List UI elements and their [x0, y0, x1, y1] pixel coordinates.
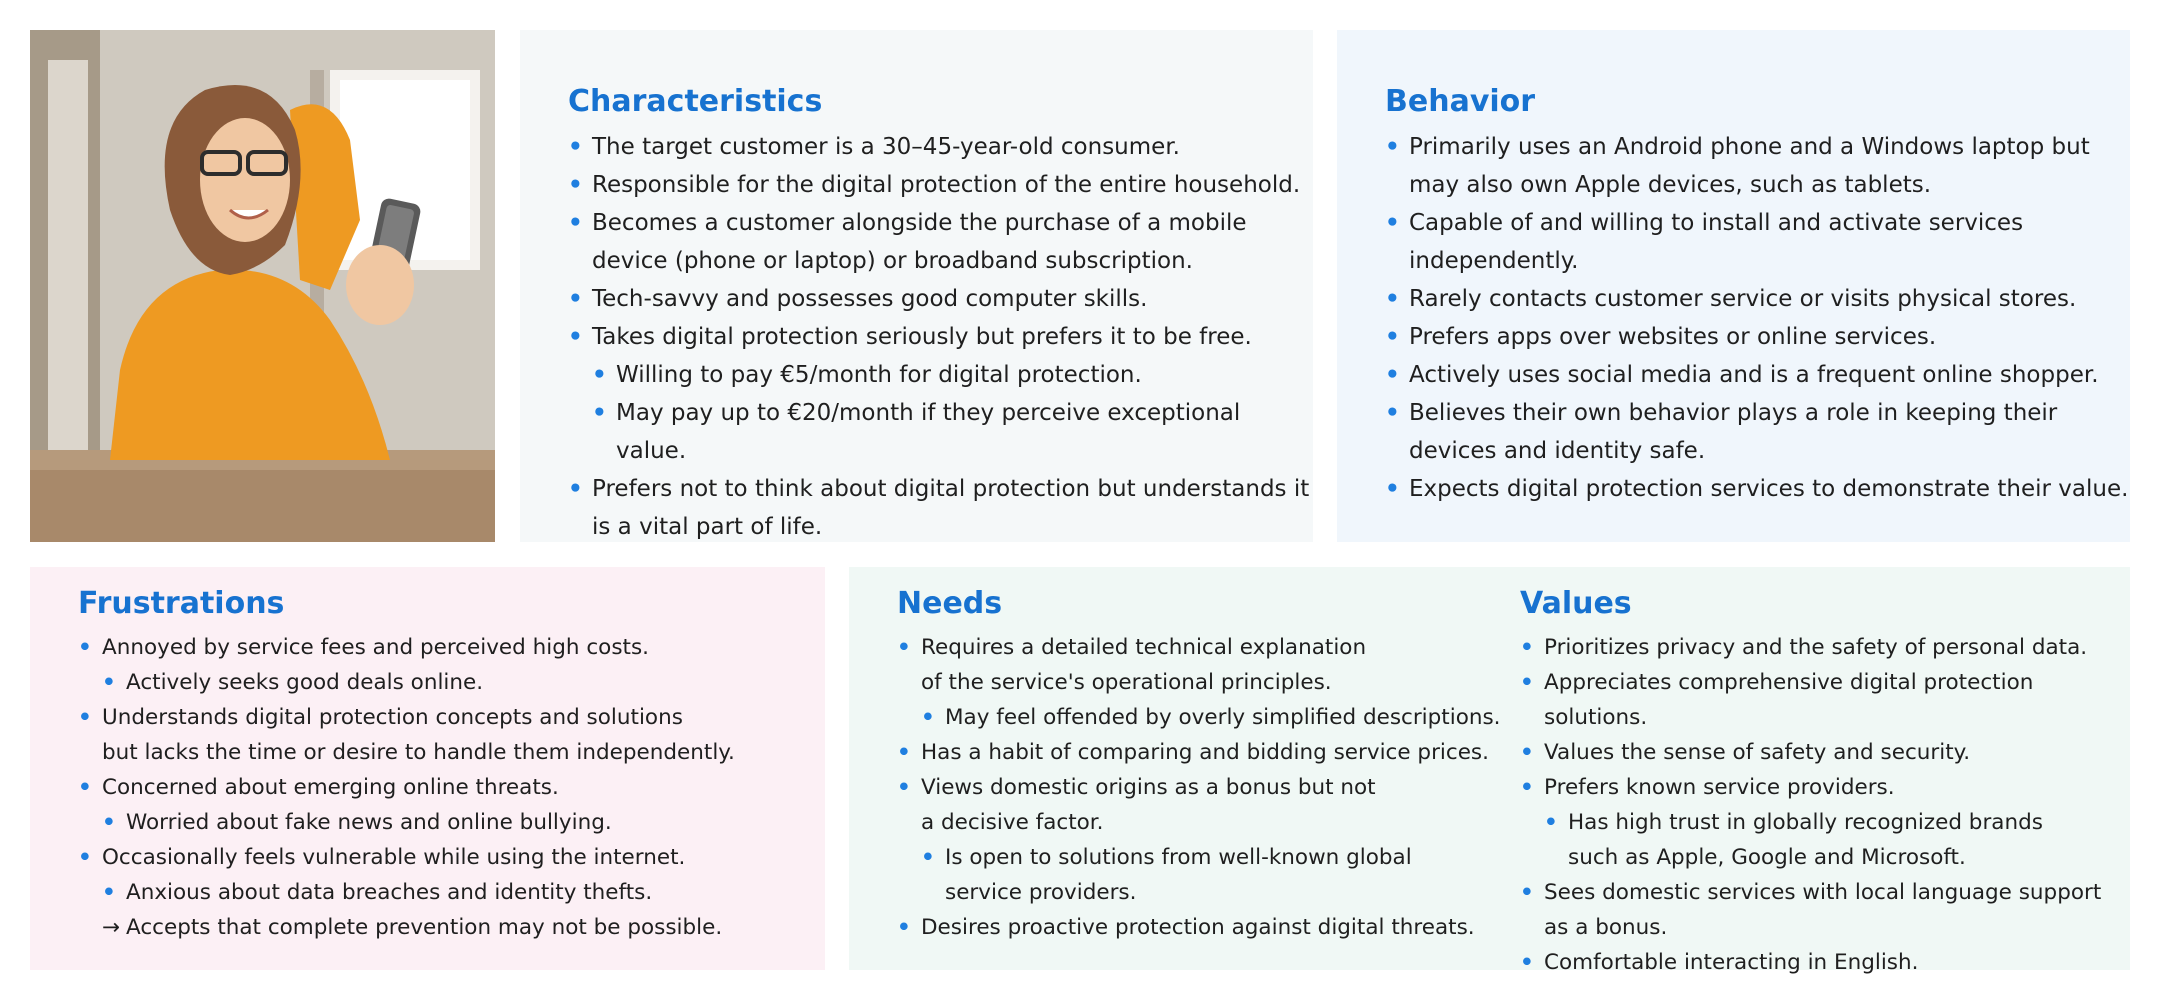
list-item: • Rarely contacts customer service or visits physical stores.: [1385, 280, 2130, 318]
list-item: • Views domestic origins as a bonus but not a decisive factor.: [897, 770, 1501, 840]
list-item: • Responsible for the digital protection of the entire household.: [568, 166, 1313, 204]
persona-photo: [30, 30, 495, 542]
values-column: [1520, 582, 2130, 980]
list-item: • Concerned about emerging online threats.: [78, 770, 825, 805]
frustrations-list: [78, 630, 825, 945]
list-subitem: • Actively seeks good deals online.: [102, 665, 825, 700]
list-item: • Occasionally feels vulnerable while using the internet.: [78, 840, 825, 875]
list-item: • Values the sense of safety and security.: [1520, 735, 2130, 770]
list-item: • Appreciates comprehensive digital protection solutions.: [1520, 665, 2130, 735]
list-item: • Desires proactive protection against digital threats.: [897, 910, 1501, 945]
list-item: • Becomes a customer alongside the purchase of a mobile device (phone or laptop) or broadband subscription.: [568, 204, 1313, 280]
list-subitem: • Worried about fake news and online bullying.: [102, 805, 825, 840]
list-item: • Has a habit of comparing and bidding service prices.: [897, 735, 1501, 770]
list-subitem: • May pay up to €20/month if they perceive exceptional value.: [592, 394, 1313, 470]
list-subitem: • Is open to solutions from well-known global service providers.: [921, 840, 1501, 910]
characteristics-title: Characteristics: [568, 84, 823, 119]
needs-values-card: [849, 567, 2130, 975]
list-item: • Requires a detailed technical explanation of the service's operational principles.: [897, 630, 1501, 700]
list-item: • Tech-savvy and possesses good computer skills.: [568, 280, 1313, 318]
needs-column: [897, 582, 1501, 945]
needs-title: Needs: [897, 586, 1003, 621]
list-subitem: • Has high trust in globally recognized brands such as Apple, Google and Microsoft.: [1544, 805, 2130, 875]
list-item: • Capable of and willing to install and activate services independently.: [1385, 204, 2130, 280]
list-item: • Annoyed by service fees and perceived high costs.: [78, 630, 825, 665]
list-item: • Primarily uses an Android phone and a Windows laptop but may also own Apple devices, such as tablets.: [1385, 128, 2130, 204]
list-item: • Actively uses social media and is a frequent online shopper.: [1385, 356, 2130, 394]
arrow-right-icon: →: [102, 915, 121, 940]
persona-photo-illustration: [30, 30, 495, 542]
list-item: • Understands digital protection concepts and solutions but lacks the time or desire to handle them independently.: [78, 700, 825, 770]
characteristics-card: [520, 30, 1313, 542]
list-subitem: • Anxious about data breaches and identity thefts.: [102, 875, 825, 910]
frustrations-card: [30, 567, 825, 970]
list-item: • Prioritizes privacy and the safety of personal data.: [1520, 630, 2130, 665]
frustrations-title: Frustrations: [78, 586, 285, 621]
list-item: • Believes their own behavior plays a role in keeping their devices and identity safe.: [1385, 394, 2130, 470]
list-subitem: • May feel offended by overly simplified descriptions.: [921, 700, 1501, 735]
values-title: Values: [1520, 586, 1632, 621]
list-subitem: • Willing to pay €5/month for digital protection.: [592, 356, 1313, 394]
list-item: • Prefers not to think about digital protection but understands it is a vital part of life.: [568, 470, 1313, 546]
list-item: • Takes digital protection seriously but prefers it to be free.: [568, 318, 1313, 356]
list-item: • The target customer is a 30–45-year-old consumer.: [568, 128, 1313, 166]
list-item: • Prefers apps over websites or online services.: [1385, 318, 2130, 356]
behavior-card: [1337, 30, 2130, 542]
behavior-title: Behavior: [1385, 84, 1536, 119]
arrow-note: → Accepts that complete prevention may not be possible.: [102, 915, 723, 940]
list-item: • Comfortable interacting in English.: [1520, 945, 2130, 980]
list-item: • Sees domestic services with local language support as a bonus.: [1520, 875, 2130, 945]
list-item: • Expects digital protection services to demonstrate their value.: [1385, 470, 2130, 508]
values-list: [1520, 630, 2130, 980]
list-item: • Prefers known service providers.: [1520, 770, 2130, 805]
behavior-list: [1385, 128, 2130, 508]
needs-list: [897, 630, 1501, 945]
characteristics-list: [568, 128, 1313, 546]
